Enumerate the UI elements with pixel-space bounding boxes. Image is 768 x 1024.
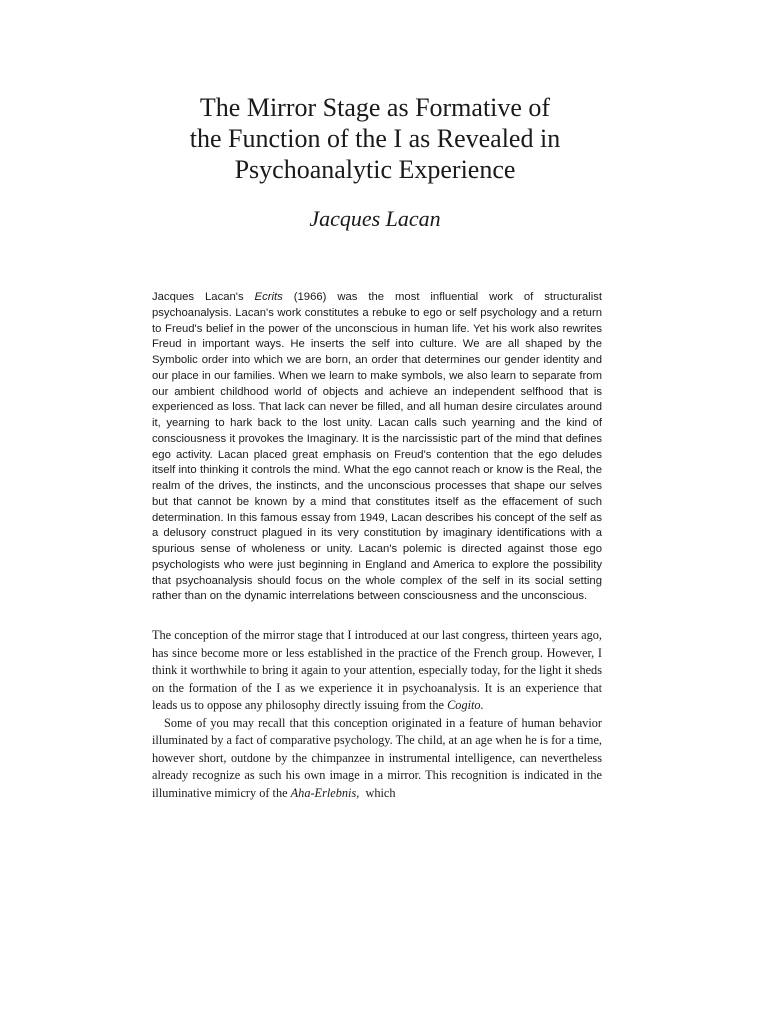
introduction-paragraph (152, 290, 602, 605)
body-paragraph-2 (152, 715, 602, 803)
body-paragraph-1 (152, 627, 602, 715)
title-line-1: The Mirror Stage as Formative of (199, 93, 551, 122)
title-line-3: Psychoanalytic Experience (234, 155, 516, 184)
essay-title (130, 92, 620, 185)
intro-book-title: Ecrits (254, 291, 283, 303)
cogito-term: Cogito. (447, 698, 484, 712)
essay-body (152, 627, 602, 802)
aha-erlebnis-term: Aha-Erlebnis, (290, 785, 360, 800)
paragraph-2-text: Some of you may recall that this conception originated in a feature of human behavior illuminated by a fact of comparative psychology. The child, at an age when he is for a time, however short, outdone by the chimpanzee in instrumental intelligence, can nevertheless already recognize as such his own image in a mirror. This recognition is indicated in the illuminative mimicry of the (152, 715, 602, 800)
intro-lead: Jacques Lacan's (152, 291, 255, 303)
author-name: Jacques Lacan (309, 206, 441, 231)
paragraph-1-text: The conception of the mirror stage that I introduced at our last congress, thirteen years ago, has since become more or less established in the practice of the French group. However, I think it worthwhile to bring it again to your attention, especially today, for the light it sheds on the formation of the I as we experience it in psychoanalysis. It is an experience that leads us to oppose any philosophy directly issuing from the (152, 628, 602, 712)
intro-text: (1966) was the most influential work of structuralist psychoanalysis. Lacan's work constitutes a rebuke to ego or self psychology and a return to Freud's belief in the power of the unconscious in human life. Yet his work also rewrites Freud in important ways. He inserts the self into culture. We are all shaped by the Symbolic order into which we are born, an order that determines our gender identity and our place in our families. When we learn to make symbols, we also learn to separate from our ambient childhood world of objects and achieve an independent selfhood that is experienced as loss. That lack can never be filled, and all human desire circulates around it, yearning to hark back to the lost unity. Lacan calls such yearning and the kind of consciousness it provokes the Imaginary. It is the narcissistic part of the mind that defines ego activity. Lacan placed great emphasis on Freud's contention that the ego deludes itself into thinking it controls the mind. What the ego cannot reach or know is the Real, the realm of the drives, the instincts, and the unconscious processes that shape our selves but that cannot be known by a mind that constitutes itself as the effacement of such determination. In this famous essay from 1949, Lacan describes his concept of the self as a delusory construct plagued in its very constitution by imaginary identifications with a spurious sense of wholeness or unity. Lacan's polemic is directed against those ego psychologists who were just beginning in England and America to explore the possibility that psychoanalysis should focus on the whole complex of the self in its social setting rather than on the dynamic interrelations between consciousness and the unconscious. (152, 291, 602, 603)
title-line-2: the Function of the I as Revealed in (189, 124, 561, 153)
paragraph-2-tail: which (359, 785, 396, 800)
